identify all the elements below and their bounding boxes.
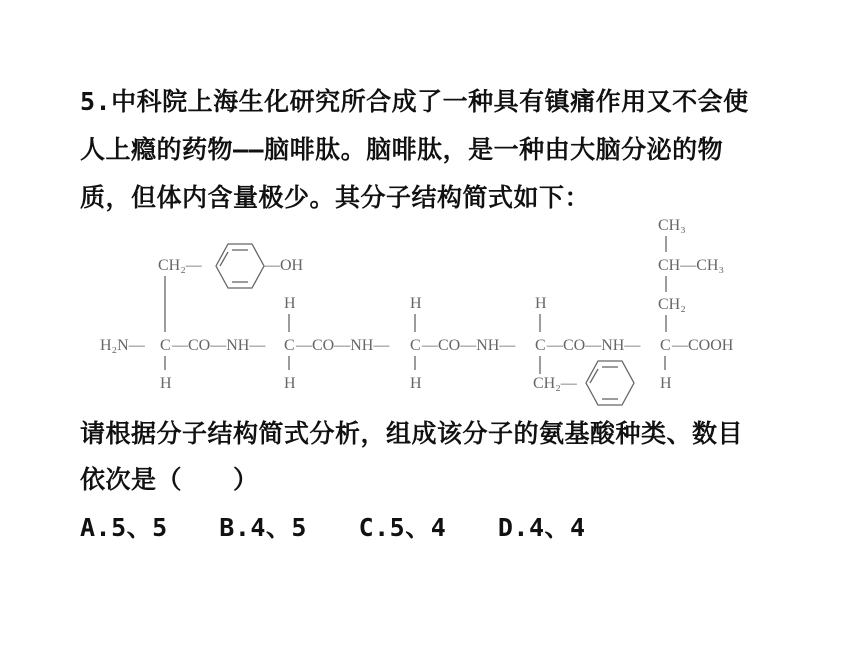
peptide-link-3: —CO—NH— — [422, 337, 516, 354]
peptide-link-2: —CO—NH— — [296, 337, 390, 354]
h-c3-top: H — [410, 295, 422, 312]
h-c1-bottom: H — [160, 375, 172, 392]
alpha-carbon-4: C — [535, 337, 546, 354]
alpha-carbon-2: C — [284, 337, 295, 354]
phe-ch2: CH₂— — [533, 375, 577, 392]
leu-ch2: CH₂ — [658, 296, 686, 313]
leu-ch-ch3: CH—CH₃ — [658, 257, 725, 274]
option-c[interactable]: C.5、4 — [358, 513, 447, 542]
alpha-carbon-3: C — [410, 337, 421, 354]
molecular-structure-diagram — [88, 210, 768, 406]
amino-terminus: H₂N— — [100, 337, 145, 354]
ring-double-bond-3 — [220, 252, 228, 266]
carboxyl-terminus: —COOH — [672, 337, 734, 354]
answer-options — [80, 508, 622, 544]
option-a[interactable]: A.5、5 — [80, 513, 168, 542]
h-c5-bottom: H — [660, 375, 672, 392]
option-b[interactable]: B.4、5 — [219, 513, 307, 542]
question-line-5: 依次是（ ） — [80, 465, 259, 494]
question-line-1: 5.中科院上海生化研究所合成了一种具有镇痛作用又不会使 — [80, 87, 749, 116]
question-line-2: 人上瘾的药物——脑啡肽。脑啡肽，是一种由大脑分泌的物 — [80, 135, 724, 164]
alpha-carbon-5: C — [660, 337, 671, 354]
peptide-link-1: —CO—NH— — [172, 337, 266, 354]
peptide-link-4: —CO—NH— — [547, 337, 641, 354]
question-line-3: 质，但体内含量极少。其分子结构简式如下： — [80, 183, 591, 212]
h-c2-bottom: H — [284, 375, 296, 392]
question-line-4: 请根据分子结构简式分析，组成该分子的氨基酸种类、数目 — [80, 419, 744, 448]
h-c3-bottom: H — [410, 375, 422, 392]
option-d[interactable]: D.4、4 — [497, 513, 586, 542]
ring-phe-double-3 — [590, 369, 598, 383]
hydroxyl-group: —OH — [264, 257, 304, 274]
leu-ch3-top: CH₃ — [658, 217, 686, 234]
tyr-ch2: CH₂— — [158, 257, 202, 274]
h-c4-top: H — [535, 295, 547, 312]
h-c2-top: H — [284, 295, 296, 312]
alpha-carbon-1: C — [160, 337, 171, 354]
